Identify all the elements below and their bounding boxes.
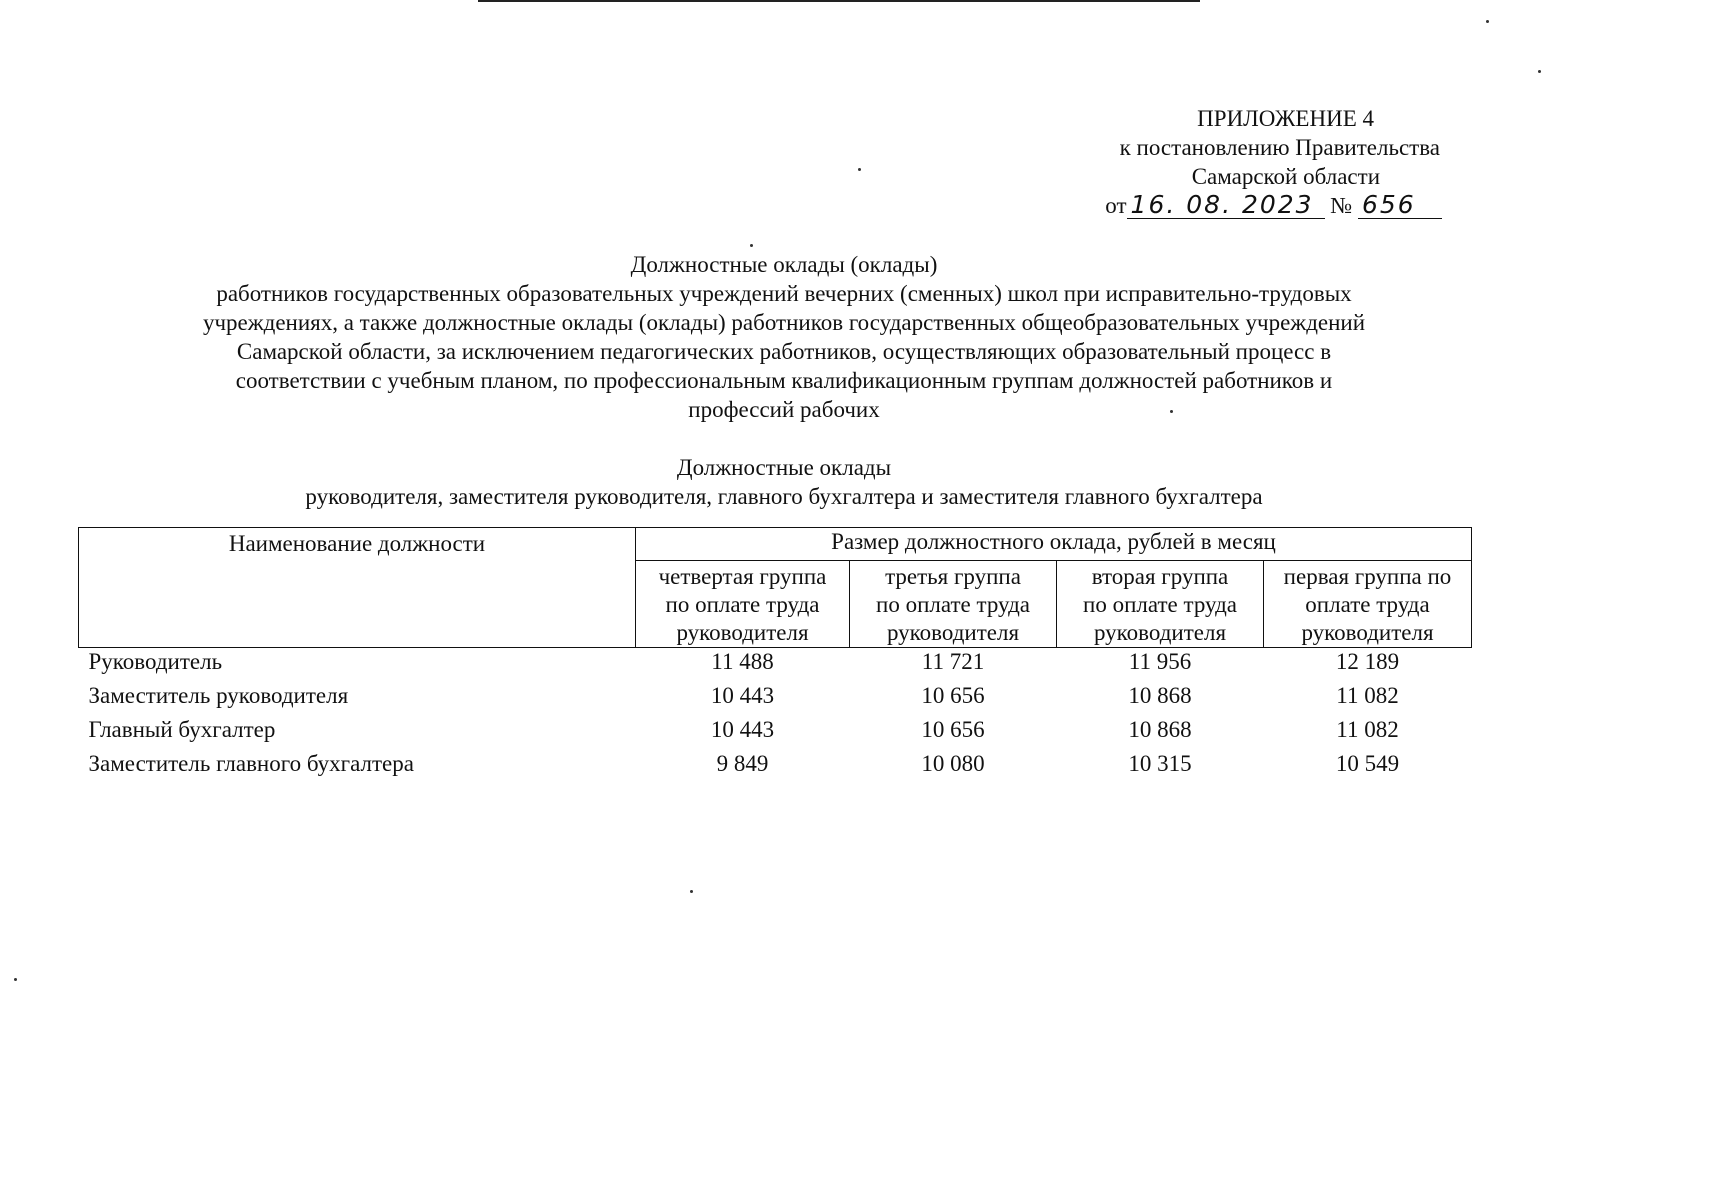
group-header-line: первая группа по [1283, 564, 1452, 589]
appendix-title: ПРИЛОЖЕНИЕ 4 [1197, 106, 1374, 131]
salary-cell: 10 656 [921, 717, 985, 742]
salary-cell: 10 549 [1335, 751, 1400, 776]
salary-cell: 10 315 [1128, 751, 1192, 776]
salary-cell: 11 721 [921, 649, 985, 674]
salary-cell: 11 082 [1336, 717, 1399, 742]
table-row [79, 682, 1472, 716]
group-header-2 [1057, 561, 1264, 648]
scan-edge-line [478, 0, 1200, 2]
scan-speck [14, 978, 17, 981]
scan-speck [750, 244, 753, 247]
table-row [79, 716, 1472, 750]
group-header-3 [850, 561, 1057, 648]
title-line: соответствии с учебным планом, по профессиональным квалификационным группам должностей работников и [235, 368, 1333, 393]
date-prefix: от [1105, 193, 1127, 218]
group-header-1 [1264, 561, 1472, 648]
handwritten-number: 656 [1358, 192, 1442, 219]
group-header-line: руководителя [676, 620, 809, 645]
group-header-line: руководителя [886, 620, 1020, 645]
appendix-date-number-line [1022, 191, 1442, 220]
title-line: работников государственных образовательных учреждений вечерних (сменных) школ при исправительно-трудовых [216, 281, 1352, 306]
title-line: учреждениях, а также должностные оклады (оклады) работников государственных общеобразовательных учреждений [202, 310, 1366, 335]
position-cell: Заместитель главного бухгалтера [88, 751, 414, 776]
caption-line: Должностные оклады [676, 455, 892, 480]
handwritten-date: 16. 08. 2023 [1127, 192, 1325, 219]
salary-table [78, 527, 1472, 784]
scan-speck [858, 168, 861, 171]
title-line: Самарской области, за исключением педагогических работников, осуществляющих образовательный процесс в [236, 339, 1332, 364]
number-prefix: № [1330, 193, 1353, 218]
title-line: Должностные оклады (оклады) [630, 252, 938, 277]
salary-size-header: Размер должностного оклада, рублей в месяц [636, 528, 1472, 561]
table-row [79, 648, 1472, 683]
caption-line: руководителя, заместителя руководителя, главного бухгалтера и заместителя главного бухгалтера [305, 484, 1263, 509]
document-title [120, 250, 1448, 424]
table-row [79, 750, 1472, 784]
scan-speck [690, 890, 693, 893]
salary-cell: 10 656 [921, 683, 985, 708]
position-name-header: Наименование должности [79, 528, 636, 648]
group-header-line: по оплате труда [1083, 592, 1237, 617]
salary-cell: 10 080 [921, 751, 985, 776]
salary-cell: 11 956 [1128, 649, 1192, 674]
table-caption [120, 453, 1448, 511]
salary-cell: 10 868 [1128, 717, 1192, 742]
position-cell: Заместитель руководителя [88, 683, 349, 708]
scan-speck [1538, 70, 1541, 73]
position-cell: Руководитель [88, 649, 223, 674]
appendix-region-line: Самарской области [1191, 164, 1380, 189]
salary-cell: 11 488 [711, 649, 774, 674]
title-line: профессий рабочих [688, 397, 880, 422]
group-header-line: руководителя [1301, 620, 1434, 645]
group-header-line: четвертая группа [658, 564, 827, 589]
salary-cell: 10 443 [710, 683, 775, 708]
group-header-line: по оплате труда [876, 592, 1030, 617]
salary-cell: 10 868 [1128, 683, 1192, 708]
salary-cell: 10 443 [710, 717, 775, 742]
group-header-line: третья группа [885, 564, 1021, 589]
position-cell: Главный бухгалтер [88, 717, 276, 742]
group-header-line: руководителя [1093, 620, 1227, 645]
salary-cell: 11 082 [1336, 683, 1399, 708]
appendix-resolution-line: к постановлению Правительства [1119, 135, 1440, 160]
appendix-header [1022, 104, 1442, 220]
group-header-line: по оплате труда [665, 592, 820, 617]
group-header-4 [636, 561, 850, 648]
group-header-line: оплате труда [1305, 592, 1430, 617]
salary-cell: 12 189 [1335, 649, 1400, 674]
salary-cell: 9 849 [716, 751, 769, 776]
scan-speck [1486, 20, 1489, 23]
group-header-line: вторая группа [1091, 564, 1229, 589]
